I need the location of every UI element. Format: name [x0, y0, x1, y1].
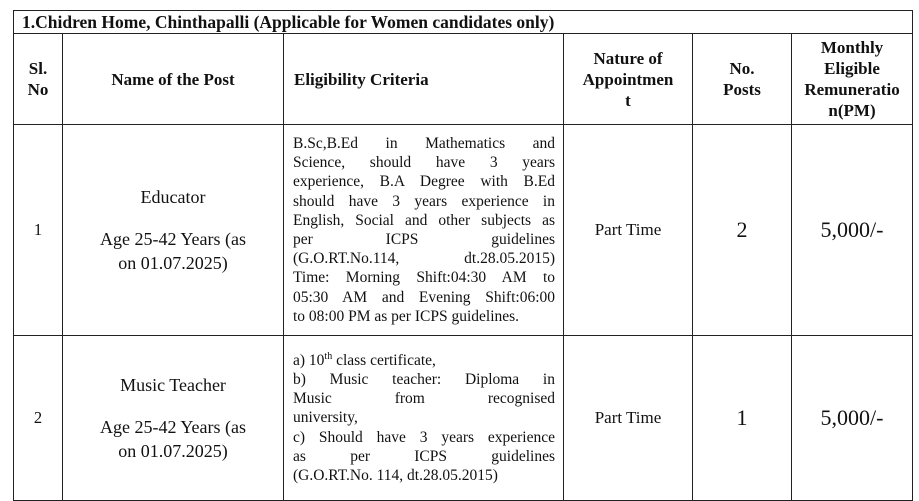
- nature-cell: Part Time: [564, 336, 693, 501]
- header-posts: No. Posts: [693, 34, 792, 125]
- remuneration-cell: 5,000/-: [792, 336, 913, 501]
- post-name: Educator: [140, 187, 206, 207]
- header-post-name: Name of the Post: [63, 34, 284, 125]
- remuneration-cell: 5,000/-: [792, 125, 913, 336]
- header-row: [14, 34, 913, 125]
- table-title: 1.Chidren Home, Chinthapalli (Applicable for Women candidates only): [14, 11, 913, 34]
- header-eligibility: Eligibility Criteria: [284, 34, 564, 125]
- vacancy-table: [13, 10, 913, 501]
- nature-cell: Part Time: [564, 125, 693, 336]
- post-name: Music Teacher: [120, 375, 226, 395]
- header-nature: Nature of Appointmen t: [564, 34, 693, 125]
- sl-no-cell: 2: [14, 336, 63, 501]
- sl-no-cell: 1: [14, 125, 63, 336]
- header-remuneration: Monthly Eligible Remuneratio n(PM): [792, 34, 913, 125]
- age-line-1: Age 25-42 Years (as: [100, 417, 246, 437]
- age-line-2: on 01.07.2025): [118, 253, 228, 273]
- table-row: [14, 125, 913, 336]
- age-line-1: Age 25-42 Years (as: [100, 229, 246, 249]
- eligibility-cell: B.Sc,B.Ed in Mathematics and Science, should have 3 years experience, B.A Degree with B.Ed should have 3 years experience in English, Social and other subjects as per ICPS guidelines (G.O.RT.No.114, dt.28.05.2015) Time: Morning Shift:04:30 AM to 05:30 AM and Evening Shift:06:00 to 08:00 PM as per ICPS guidelines.: [284, 125, 564, 336]
- table-row: [14, 336, 913, 501]
- post-cell: [63, 336, 284, 501]
- post-cell: [63, 125, 284, 336]
- header-sl-no: Sl. No: [14, 34, 63, 125]
- age-line-2: on 01.07.2025): [118, 441, 228, 461]
- eligibility-cell: a) 10th class certificate, b) Music teacher: Diploma in Music from recognised university, c) Should have 3 years experience as per ICPS guidelines (G.O.RT.No. 114, dt.28.05.2015): [284, 336, 564, 501]
- posts-cell: 1: [693, 336, 792, 501]
- posts-cell: 2: [693, 125, 792, 336]
